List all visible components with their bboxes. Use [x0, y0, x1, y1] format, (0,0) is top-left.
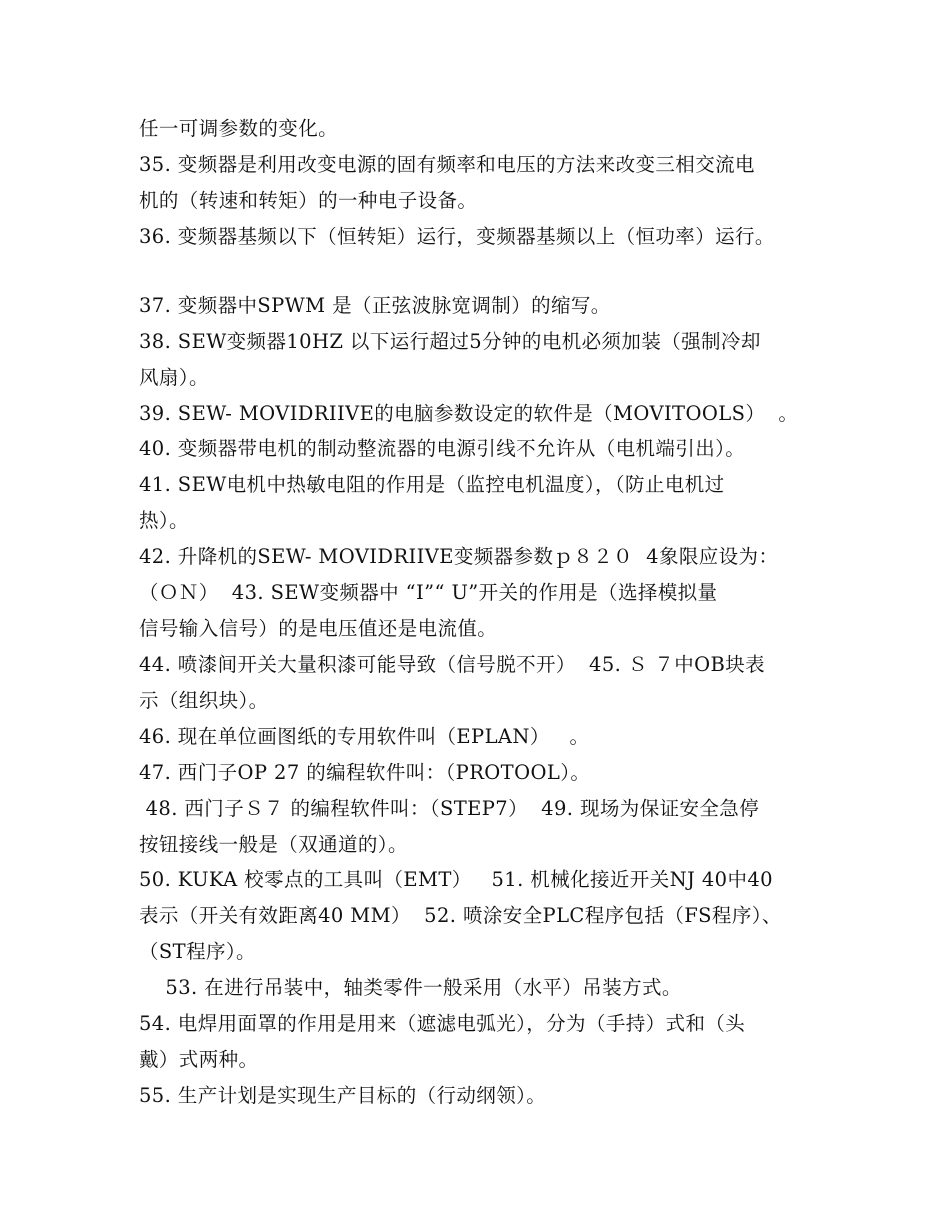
text-line: 风扇）。 [139, 366, 209, 389]
text-line: 热）。 [139, 509, 189, 532]
text-line: 信号输入信号）的是电压值还是电流值。 [139, 617, 498, 640]
text-line: 46. 现在单位画图纸的专用软件叫（EPLAN） 。 [139, 725, 590, 748]
text-line: 机的（转速和转矩）的一种电子设备。 [139, 189, 478, 212]
text-line: 35. 变频器是利用改变电源的固有频率和电压的方法来改变三相交流电 [139, 153, 755, 176]
text-line: 表示（开关有效距离40 MM） 52. 喷涂安全PLC程序包括（FS程序）、 [139, 904, 782, 927]
text-line: （ST程序）。 [139, 940, 256, 963]
text-line: 44. 喷漆间开关大量积漆可能导致（信号脱不开） 45. Ｓ ７中OB块表 [139, 653, 766, 676]
text-line: 39. SEW- MOVIDRIIVE的电脑参数设定的软件是（MOVITOOLS） 。 [139, 402, 799, 425]
text-line: 48. 西门子Ｓ７ 的编程软件叫：（STEP7） 49. 现场为保证安全急停 [139, 797, 760, 820]
text-line: 38. SEW变频器10HZ 以下运行超过5分钟的电机必须加装（强制冷却 [139, 330, 761, 353]
text-line: 36. 变频器基频以下（恒转矩）运行，变频器基频以上（恒功率）运行。 [139, 225, 775, 248]
text-line: 37. 变频器中SPWM 是（正弦波脉宽调制）的缩写。 [139, 294, 611, 317]
text-line: 示（组织块）。 [139, 689, 269, 712]
text-line: 42. 升降机的SEW- MOVIDRIIVE变频器参数ｐ８２０ 4象限应设为： [139, 545, 779, 568]
text-line: 40. 变频器带电机的制动整流器的电源引线不允许从（电机端引出）。 [139, 437, 746, 460]
text-line: 54. 电焊用面罩的作用是用来（遮滤电弧光），分为（手持）式和（头 [139, 1012, 746, 1035]
text-line: 戴）式两种。 [139, 1048, 259, 1071]
text-line: 50. KUKA 校零点的工具叫（EMT） 51. 机械化接近开关NJ 40中40 [139, 868, 773, 891]
text-line: 53. 在进行吊装中，轴类零件一般采用（水平）吊装方式。 [139, 976, 682, 999]
text-line: （ＯＮ） 43. SEW变频器中 “I”“ U”开关的作用是（选择模拟量 [139, 581, 718, 604]
text-line: 按钮接线一般是（双通道的）。 [139, 833, 408, 856]
text-line: 41. SEW电机中热敏电阻的作用是（监控电机温度），（防止电机过 [139, 473, 725, 496]
text-line: 47. 西门子OP 27 的编程软件叫：（PROTOOL）。 [139, 761, 591, 784]
text-line: 55. 生产计划是实现生产目标的（行动纲领）。 [139, 1084, 547, 1107]
text-line: 任一可调参数的变化。 [139, 117, 339, 140]
